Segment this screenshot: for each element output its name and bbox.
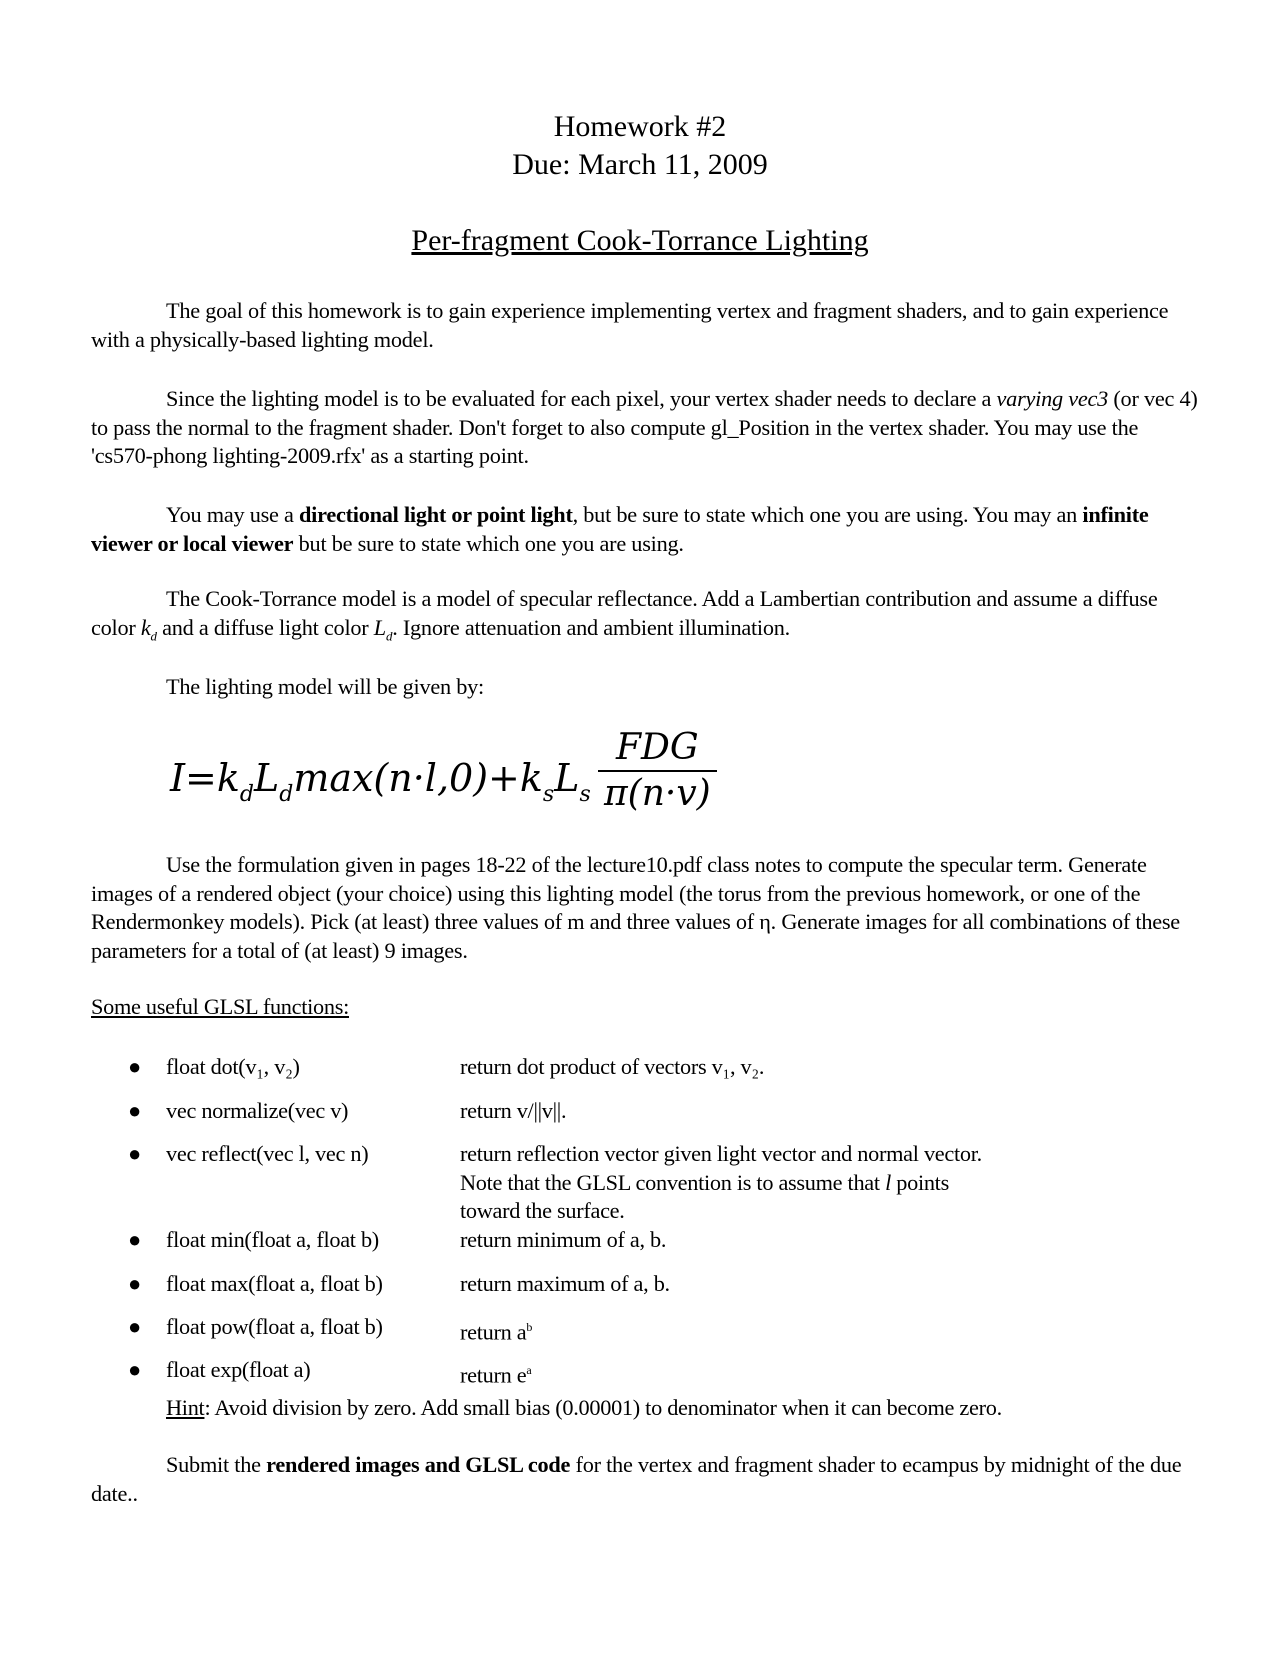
function-signature: float min(float a, float b): [166, 1227, 379, 1252]
bullet-icon: ●: [128, 1141, 141, 1166]
function-description: return reflection vector given light vector and normal vector. Note that the GLSL convention is to assume that l points toward the surface.: [460, 1141, 982, 1223]
bullet-icon: ●: [128, 1227, 141, 1252]
paragraph-model-intro: The lighting model will be given by:: [166, 674, 484, 699]
bullet-icon: ●: [128, 1098, 141, 1123]
bullet-icon: ●: [128, 1314, 141, 1339]
paragraph-goal: The goal of this homework is to gain experience implementing vertex and fragment shaders, and to gain experience with a physically-based lighting model.: [91, 298, 1169, 352]
paragraph-formulation: Use the formulation given in pages 18-22 of the lecture10.pdf class notes to compute the specular term. Generate images of a rendered object (your choice) using this lighting model (the torus from the previous homework, or one of the Rendermonkey models). Pick (at least) three values of m and three values of η. Generate images for all combinations of these parameters for a total of (at least) 9 images.: [91, 852, 1180, 963]
bullet-icon: ●: [128, 1271, 141, 1296]
function-signature: float dot(v₁, v₂): [166, 1054, 300, 1079]
paragraph-cook-torrance: The Cook-Torrance model is a model of specular reflectance. Add a Lambertian contribution and assume a diffuse color $k_d$ and a diffuse light color $L_d$. Ignore attenuation and ambient illumination.: [91, 586, 1158, 643]
formula-denominator: π(n·v): [604, 773, 711, 814]
function-description: return dot product of vectors v₁, v₂.: [460, 1054, 765, 1079]
function-description: return $e^a$: [460, 1362, 532, 1388]
fraction-bar: [598, 770, 717, 772]
bullet-icon: ●: [128, 1357, 141, 1382]
paragraph-vertex-shader: Since the lighting model is to be evaluated for each pixel, your vertex shader needs to declare a varying vec3 (or vec 4) to pass the normal to the fragment shader. Don't forget to also compute gl_Position in the vertex shader. You may use the 'cs570-phong lighting-2009.rfx' as a starting point.: [91, 386, 1198, 468]
paragraph-light-viewer: You may use a directional light or point light, but be sure to state which one you are using. You may an infinite viewer or local viewer but be sure to state which one you are using.: [91, 502, 1149, 556]
formula-numerator: FDG: [616, 727, 699, 768]
formula-main: $I=k_dL_d\max(n\cdot l,0)+k_sL_s$: [170, 756, 591, 807]
function-signature: float max(float a, float b): [166, 1271, 383, 1296]
function-signature: vec normalize(vec v): [166, 1098, 349, 1123]
function-description: return maximum of a, b.: [460, 1271, 670, 1296]
hint-note: Hint: Avoid division by zero. Add small bias (0.00001) to denominator when it can become zero.: [166, 1395, 1002, 1420]
homework-title: Homework #2: [553, 110, 727, 143]
bullet-icon: ●: [128, 1054, 141, 1079]
function-description: return minimum of a, b.: [460, 1227, 667, 1252]
function-description: return $a^b$: [460, 1319, 533, 1345]
lighting-formula: [170, 728, 770, 828]
function-description: return v/||v||.: [460, 1098, 567, 1123]
formula-fraction: [598, 728, 717, 814]
paragraph-submit: Submit the rendered images and GLSL code for the vertex and fragment shader to ecampus by midnight of the due date..: [91, 1452, 1182, 1506]
useful-functions-heading: Some useful GLSL functions:: [91, 994, 349, 1019]
assignment-subtitle: Per-fragment Cook-Torrance Lighting: [411, 224, 869, 257]
function-signature: float pow(float a, float b): [166, 1314, 383, 1339]
function-signature: vec reflect(vec l, vec n): [166, 1141, 369, 1166]
due-date: Due: March 11, 2009: [512, 148, 768, 181]
function-signature: float exp(float a): [166, 1357, 311, 1382]
